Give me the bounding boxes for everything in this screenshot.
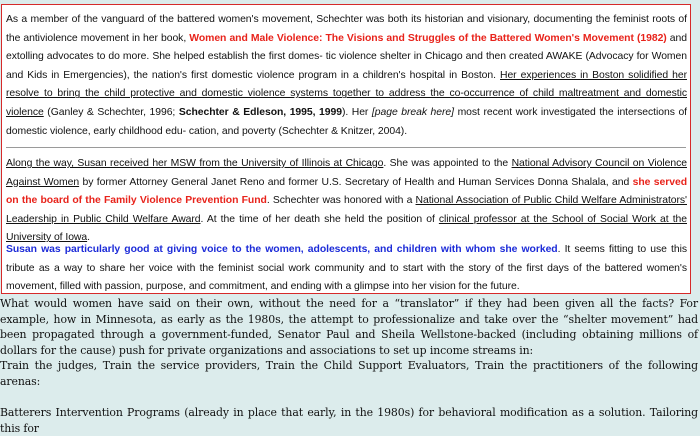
excerpt-text: and extolling advocates to do more. She helped establish the first domes- tic violence shelter in Chicago and then created AWAKE (Advocacy for Women and Kids in Emergencies), the nation's first domestic violence program in a children's hospital in Boston. — [6, 32, 687, 81]
underlined-highlight: Along the way, Susan received her MSW from the University of Illinois at Chicago — [6, 158, 384, 169]
excerpt-paragraph-1 — [6, 11, 687, 141]
excerpt-text: by former Attorney General Janet Reno and former U.S. Secretary of Health and Human Services Donna Shalala, and — [79, 176, 633, 188]
excerpt-paragraph-2 — [6, 155, 687, 248]
excerpt-text: most recent work investigated the intersections of domestic violence, early childhood edu- cation, and poverty (Schechter & Knitzer, 2004). — [6, 106, 688, 137]
underlined-highlight: National Association of Public Child Welfare Administrators' Leadership in Public Child Welfare Award — [6, 195, 687, 225]
body-paragraph-1: What would women have said on their own, without the need for a “translator” if they had been given all the facts? For example, how in Minnesota, as early as the 1980s, the attempt to professionalize and take over the “shelter movement” had been propagated through a government-funded, Senator Paul and Sheila Wellstone-backed (including obtaining millions of dollars for the cause) push for private organizations and associations to set up income streams in: — [0, 297, 698, 357]
excerpt-paragraph-3 — [6, 241, 687, 297]
underlined-highlight: Her experiences in Boston solidified her resolve to bring the child protective and domestic violence systems together to address the co-occurrence of child maltreatment and domestic violence — [6, 69, 687, 118]
underlined-highlight: clinical professor at the School of Social Work at the University of Iowa — [6, 213, 687, 244]
excerpt-text: . — [87, 232, 90, 244]
body-paragraph-2: Train the judges, Train the service providers, Train the Child Support Evaluators, Train the practitioners of the following arenas: — [0, 359, 698, 388]
excerpt-divider — [6, 147, 686, 148]
excerpt-text: . Schechter was honored with a — [266, 195, 416, 207]
book-title-highlight: Women and Male Violence: The Visions and Struggles of the Battered Women's Movement (1982) — [189, 32, 667, 44]
article-body — [0, 296, 700, 436]
excerpt-text: (Ganley & Schechter, 1996; — [43, 106, 179, 118]
excerpt-text: . She was appointed to the — [383, 158, 512, 169]
excerpt-text: As a member of the vanguard of the battered women's movement, Schechter was both its historian and visionary, documenting the feminist roots of the antiviolence movement in her book, — [6, 14, 687, 44]
excerpt-text: . At the time of her death she held the position of — [200, 213, 439, 225]
body-paragraph-3: Batterers Intervention Programs (already in place that early, in the 1980s) for behavioral modification as a solution. Tailoring this for — [0, 406, 698, 435]
excerpt-text: ). Her — [341, 106, 372, 118]
quoted-excerpt-box — [1, 4, 691, 294]
red-highlight: she served on the board of the Family Violence Prevention Fund — [6, 176, 687, 207]
excerpt-text: . It seems fitting to use this tribute as a way to share her voice with the feminist social work community and to start with the story of the first days of the battered women's movement, filled with passion, purpose, and commitment, and ending with a glimpse into her vision for the future. — [6, 244, 687, 293]
blue-highlight: Susan was particularly good at giving voice to the women, adolescents, and children with whom she worked — [6, 244, 558, 255]
citation-bold: Schechter & Edleson, 1995, 1999 — [178, 106, 342, 118]
underlined-highlight: National Advisory Council on Violence Against Women — [6, 158, 687, 188]
page-break-note: [page break here] — [371, 106, 454, 118]
